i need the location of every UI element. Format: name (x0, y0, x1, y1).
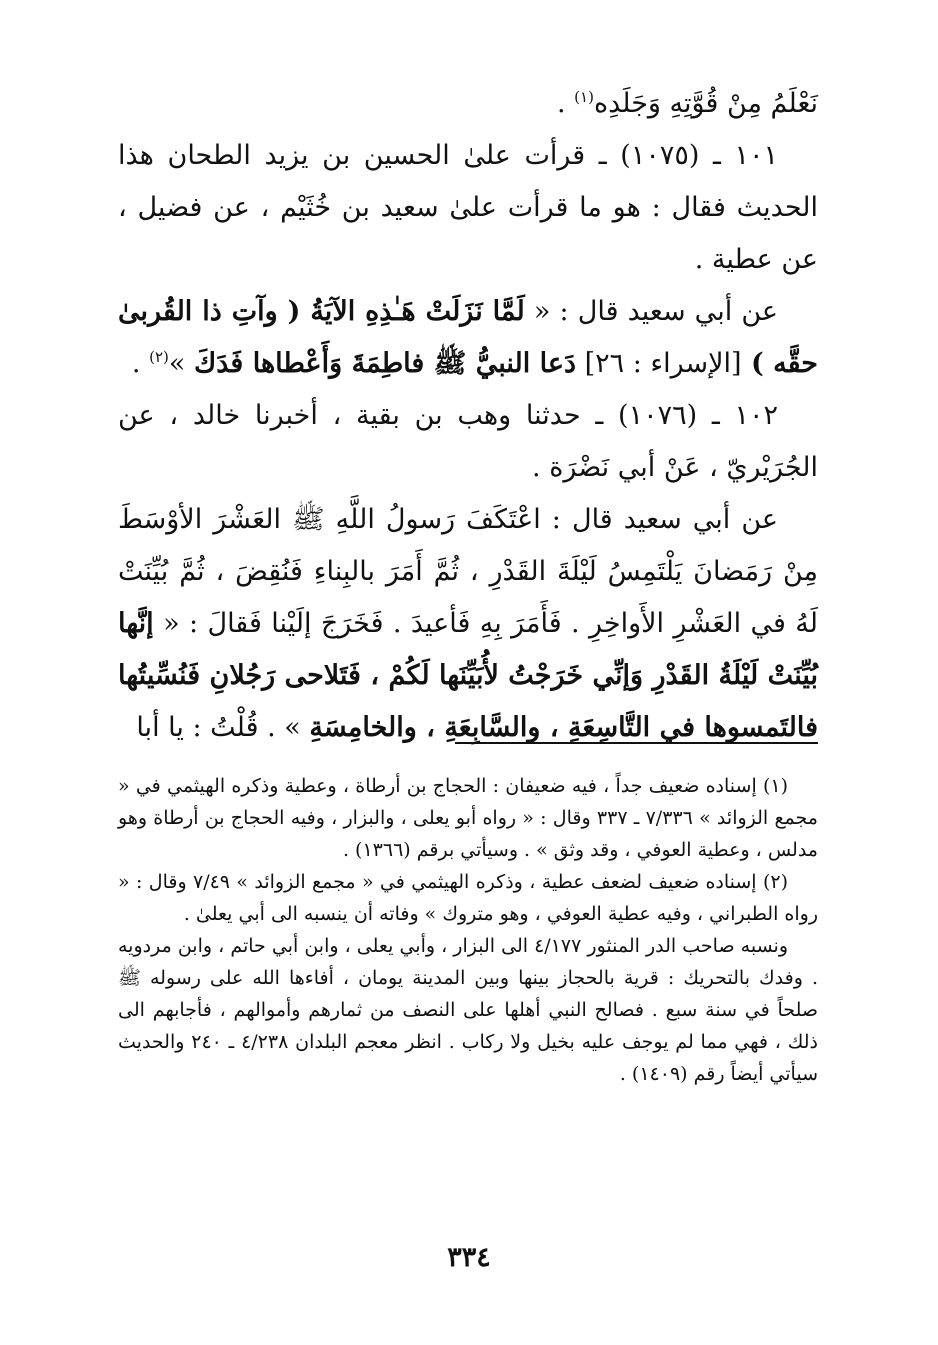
footnote-2-continued: ونسبه صاحب الدر المنثور ٤/١٧٧ الى البزار ، وأبي يعلى ، وابن أبي حاتم ، وابن مردويه . وفدك بالتحريك : قرية بالحجاز بينها وبين المدينة يومان ، أفاءها الله على رسوله ﷺ صلحاً في سنة سبع . فصالح النبي أهلها على النصف من ثمارهم وأموالهم ، فأجابهم الى ذلك ، فهي مما لم يوجف عليه بخيل ولا ركاب . انظر معجم البلدان ٤/٢٣٨ ـ ٢٤٠ والحديث سيأتي أيضاً رقم (١٤٠٩) . (118, 935, 819, 1085)
hadith-101-isnad: ١٠١ ـ (١٠٧٥) ـ قرأت علىٰ الحسين بن يزيد الطحان هذا الحديث فقال : هو ما قرأت علىٰ سعيد بن خُثَيْم ، عن فضيل ، عن عطية . (118, 140, 818, 275)
hadith-101-quote-1: لَمَّا نَزَلَتْ هَـٰذِهِ الآيَةُ (310, 296, 525, 327)
hadith-101-end: . (131, 348, 150, 379)
quran-verse: ( وآتِ ذا القُربىٰ حقَّه ) (118, 296, 818, 379)
footnote-2: (٢) إسناده ضعيف لضعف عطية ، وذكره الهيثمي في « مجمع الزوائد » ٧/٤٩ وقال : « رواه الطبراني ، وفيه عطية العوفي ، وهو متروك » وفاته أن ينسبه الى أبي يعلىٰ . (118, 871, 818, 925)
hadith-101-lead: عن أبي سعيد قال : « (524, 296, 778, 327)
continuation-text: نَعْلَمُ مِنْ قُوَّتِهِ وَجَلَدِه (593, 88, 818, 119)
hadith-102-matn (118, 494, 818, 754)
footnote-ref-2: (٢) (149, 348, 169, 366)
footnote-separator (455, 742, 818, 744)
continuation-line (118, 78, 818, 130)
continuation-end: . (557, 88, 575, 119)
hadith-102-isnad: ١٠٢ ـ (١٠٧٦) ـ حدثنا وهب بن بقية ، أخبرنا خالد ، عن الجُرَيْريّ ، عَنْ أبي نَضْرَة . (118, 400, 818, 483)
footnote-1: (١) إسناده ضعيف جداً ، فيه ضعيفان : الحجاج بن أرطاة ، وعطية وذكره الهيثمي في « مجمع الزوائد » ٧/٣٣٦ ـ ٣٣٧ وقال : « رواه أبو يعلى ، والبزار ، وفيه الحجاج بن أرطاة وهو مدلس ، وعطية العوفي ، وقد وثق » . وسيأتي برقم (١٣٦٦) . (118, 775, 818, 861)
footnote-ref-1: (١) (574, 88, 594, 106)
hadith-101-quote-2: دَعا النبيُّ ﷺ فاطِمَةَ وَأَعْطاها فَدَكَ (193, 348, 577, 379)
hadith-102-close: » . قُلْتُ : يا أبا (136, 712, 310, 743)
quran-citation: [الإسراء : ٢٦] (576, 348, 742, 379)
hadith-102-body: عن أبي سعيد قال : اعْتَكَفَ رَسولُ اللَّهِ ﷺ العَشْرَ الأوْسَطَ مِنْ رَمَضانَ يَلْتَمِسُ لَيْلَةَ القَدْرِ ، ثُمَّ أَمَرَ بالبِناءِ فَنُقِضَ ، ثُمَّ بُيِّنَتْ لَهُ في العَشْرِ الأَواخِرِ . فَأَمَرَ بِهِ فَأعيدَ . فَخَرَجَ إلَيْنا فَقالَ : « (118, 504, 818, 639)
footnotes (118, 770, 818, 1090)
hadith-101-matn (118, 286, 818, 390)
main-text (118, 78, 818, 754)
hadith-101-close: » (168, 348, 194, 379)
page-number: ٣٣٤ (447, 1242, 491, 1273)
hadith-102-quote: إنَّها بُيِّنَتْ لَيْلَةُ القَدْرِ وَإنِّي خَرَجْتُ لأُبَيِّنَها لَكُمْ ، فَتَلاحى رَجُلانِ فَنُسِّيتُها فالتَمسوها في التَّاسِعَةِ ، والسَّابِعَةِ ، والخامِسَةِ (118, 608, 818, 743)
